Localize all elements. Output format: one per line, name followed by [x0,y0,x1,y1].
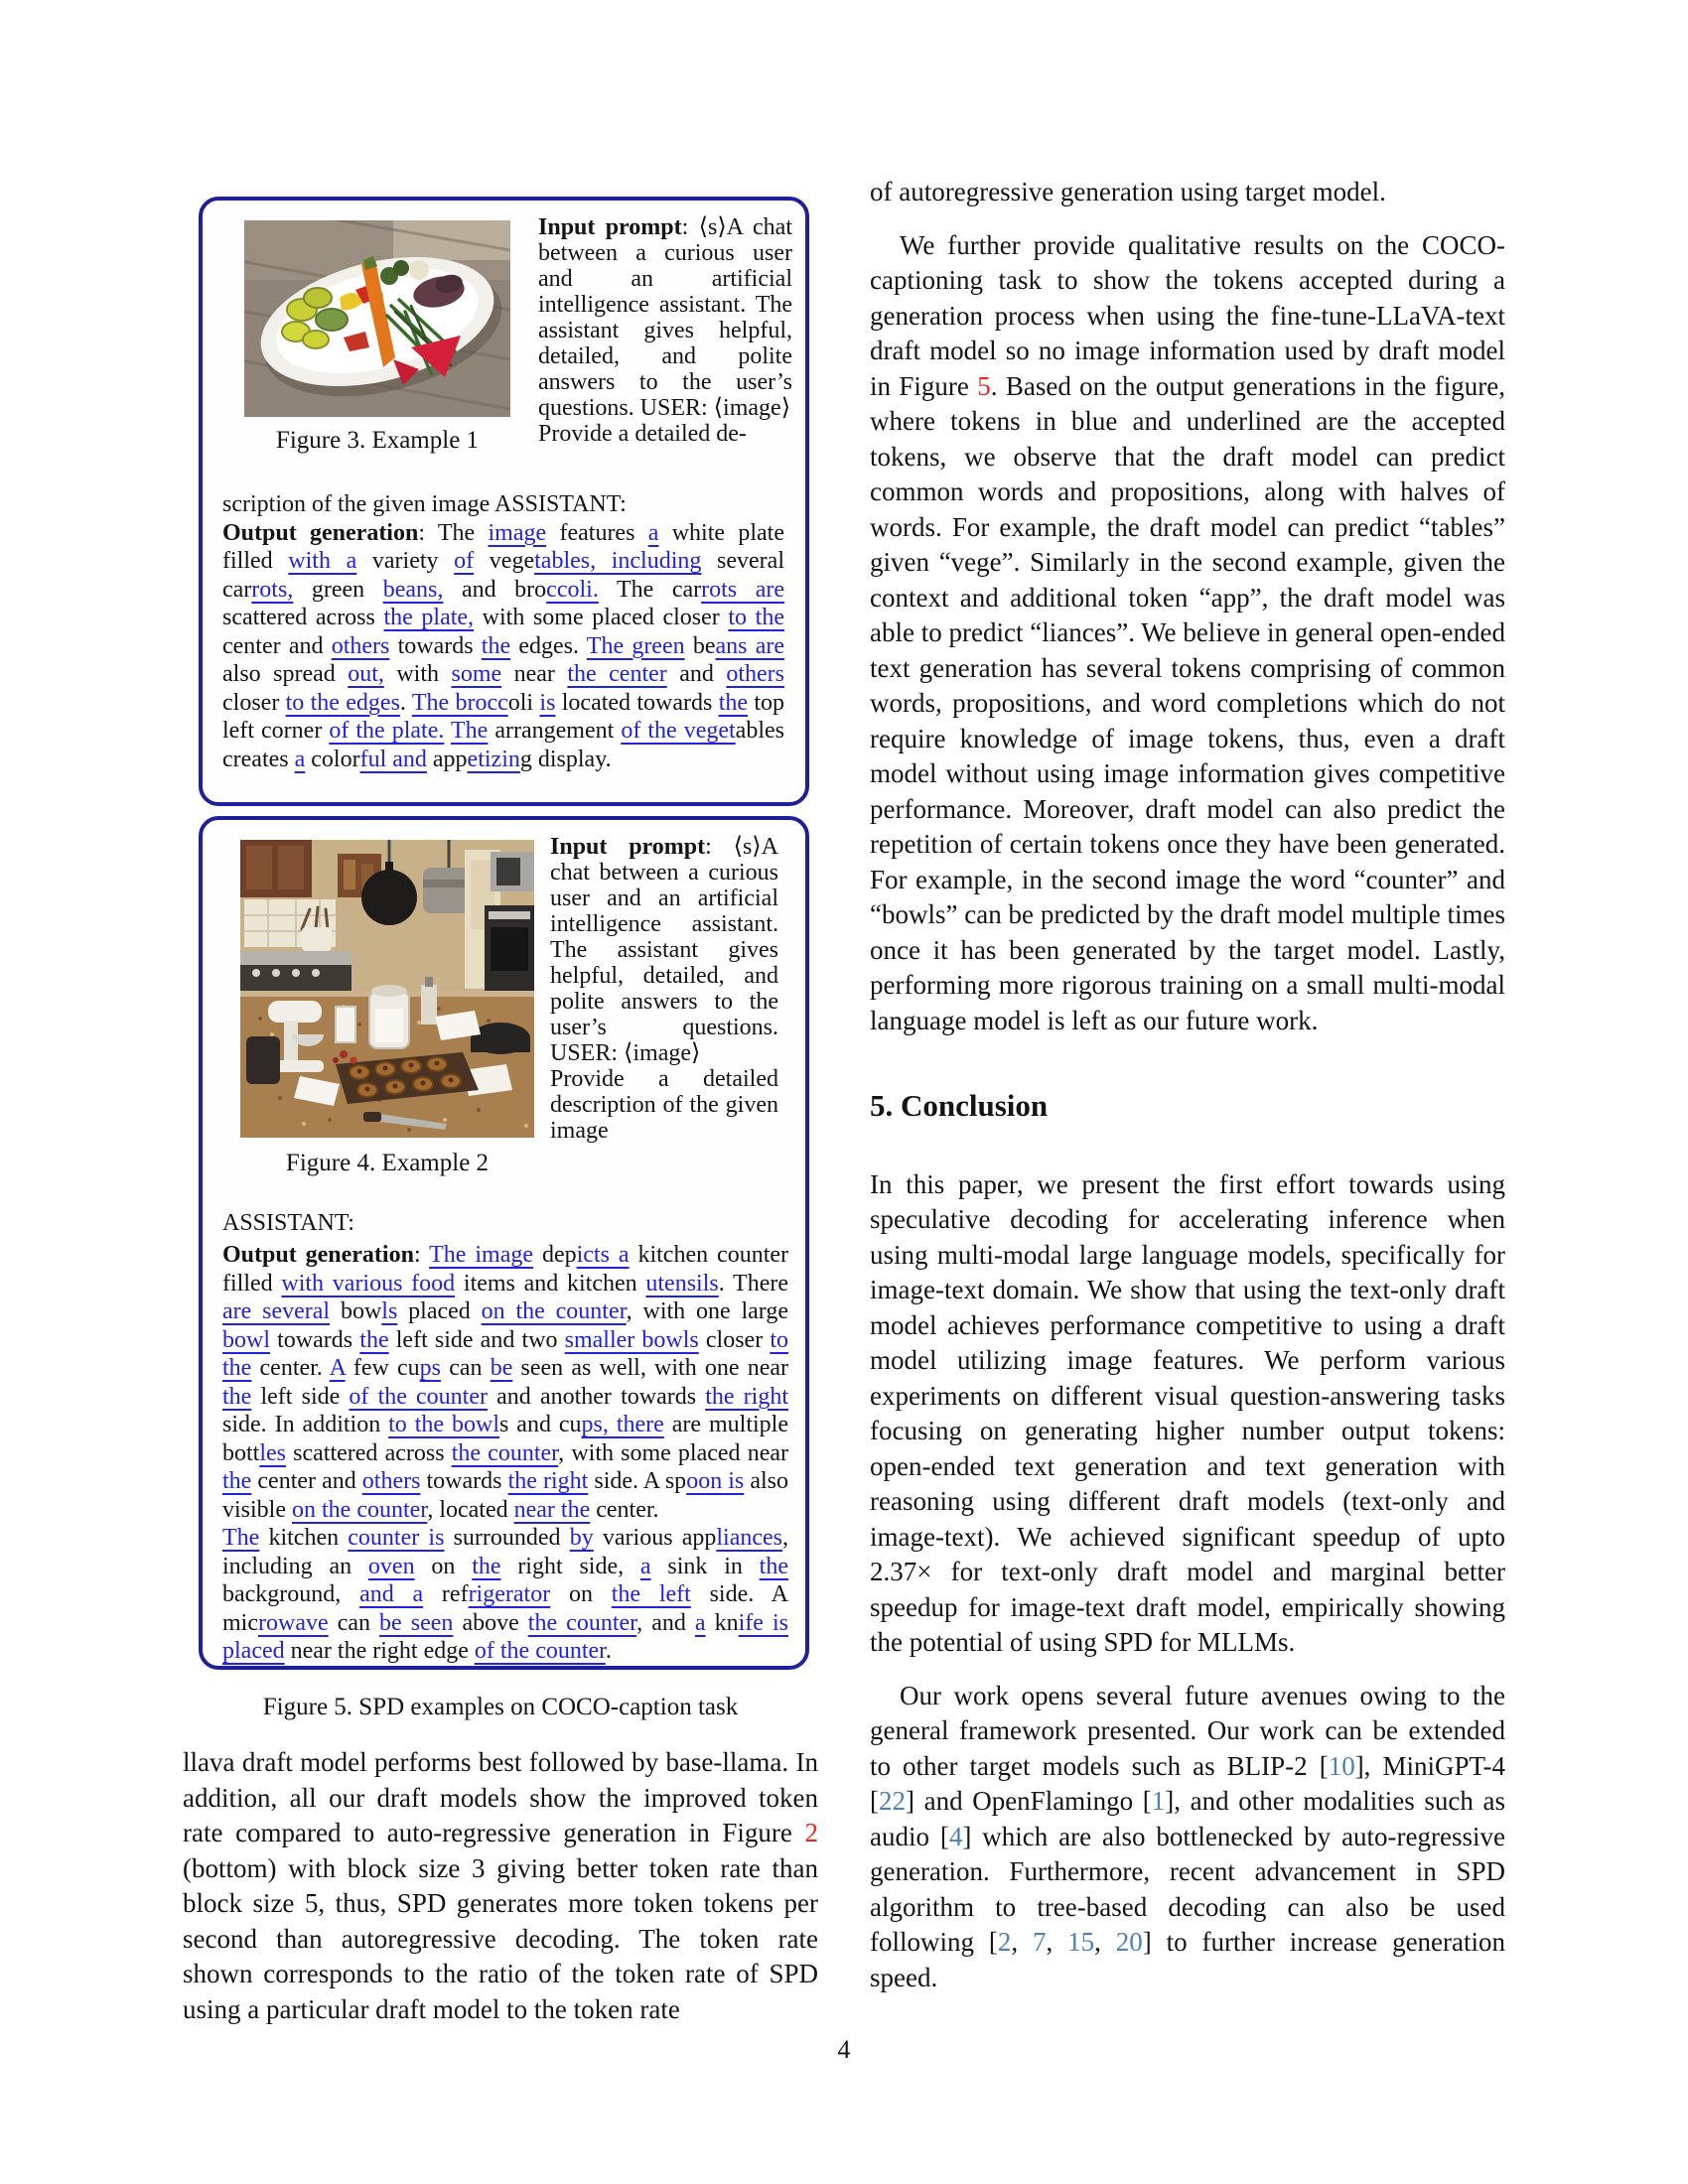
text-segment: arrangement [488,718,622,744]
text-segment: We further provide qualitative results on the COCO-captioning task to show the tokens accepted during a generation process when using the fine-tune-LLaVA-text draft model so no image information used by draft model in Figure [870,229,1505,401]
text-segment: Provide a detailed description of the given image [550,1066,778,1144]
citation-link[interactable]: 1 [1151,1786,1166,1816]
citation-link[interactable]: 22 [879,1786,906,1816]
text-segment: dep [533,1242,577,1268]
accepted-token: the plate, [383,605,475,630]
text-segment: ables creates [222,718,784,772]
text-segment: kn [705,1609,739,1636]
text-segment: closer [222,689,286,716]
text-segment [444,718,451,744]
page-number: 4 [837,2035,851,2064]
text-segment: s and cu [499,1412,582,1437]
text-segment: : The [418,519,489,546]
figure3-caption: Figure 3. Example 1 [275,427,480,454]
text-segment: on [414,1553,473,1579]
text-segment: few cu [345,1355,420,1381]
text-segment: ] to further increase generation speed. [870,1927,1506,1992]
bold-label: Input prompt [538,214,682,240]
text-segment: Our work opens several future avenues owing to the general framework presented. Our work can be extended to other target models such as BLIP-2 [ [870,1680,1505,1781]
accepted-token: smaller bowls [564,1326,699,1353]
accepted-token: the [222,1468,252,1494]
text-segment: left side and two [388,1326,565,1353]
text-segment: oli [507,689,540,716]
accepted-token: on the counter [481,1298,627,1324]
accepted-token: a [294,746,306,772]
accepted-token: the [718,689,749,716]
text-segment: kitchen [259,1525,349,1551]
conclusion-paragraph-1: In this paper, we present the first effort towards using speculative decoding for accelerating inference when using multi-modal large language models, specifically for image-text domain. We show that using the text-only draft model achieves performance competitive to using a draft model utilizing image features. We perform various experiments on different visual question-answering tasks focusing on generating higher number output tokens: open-ended text generation and text generation with reasoning using different draft models (text-only and image-text). We achieved significant speedup of upto 2.37× for text-only draft model and marginal better speedup for image-text draft model, empirically showing the potential of using SPD for MLLMs. [870,1168,1505,1657]
text-segment: also spread [222,661,349,687]
accepted-token: the [359,1326,389,1353]
text-segment: green [293,576,383,603]
text-segment: . There [718,1270,788,1297]
text-segment: various app [593,1525,717,1551]
accepted-token: A [329,1355,346,1381]
text-segment: features [546,519,648,546]
accepted-token: the counter [451,1439,559,1466]
accepted-token: the left [611,1581,691,1607]
text-segment: towards [270,1326,360,1353]
text-segment: . [605,1638,612,1664]
text-segment: bow [330,1298,382,1324]
accepted-token: to the edges [285,689,400,716]
accepted-token: others [726,661,785,687]
accepted-token: rots, [251,576,294,603]
accepted-token: is [539,689,556,716]
text-segment: edges. [510,632,587,659]
accepted-token: of [454,548,475,574]
text-segment: . [399,689,412,716]
text-segment: variety [356,548,455,574]
text-segment: placed [397,1298,482,1324]
text-segment: center and [251,1468,362,1494]
text-segment: and bro [443,576,547,603]
text-segment: ], and other modalities such as audio [ [870,1786,1505,1851]
text-segment: , located [427,1496,514,1523]
accepted-token: tables, including [534,548,702,574]
accepted-token: others [361,1468,421,1494]
figure4-panel [199,816,809,1670]
text-segment: : ⟨s⟩A chat between a curious user and an artificial intelligence assistant. The assistant gives helpful, detailed, and polite answers to the user’s questions. USER: ⟨image⟩ [538,214,792,421]
figure3-panel [199,197,809,806]
text-segment: scattered across [286,1439,452,1466]
text-segment: The car [598,576,702,603]
text-segment: can [328,1609,380,1636]
conclusion-paragraph-2 [870,1679,1505,1996]
accepted-token: with various food [281,1270,456,1297]
right-column [870,175,1505,1995]
text-segment: , and [636,1609,695,1636]
section-heading-conclusion: 5. Conclusion [870,1088,1049,1123]
text-segment: kitchen counter filled [222,1242,789,1297]
text-segment: items and kitchen [455,1270,646,1297]
accepted-token: utensils [645,1270,719,1297]
text-segment: and [666,661,727,687]
accepted-token: oon is [686,1468,745,1494]
accepted-token: image [488,519,547,546]
text-segment: towards [420,1468,508,1494]
accepted-token: liances [716,1525,783,1551]
text-segment: center. [590,1496,659,1523]
accepted-token: be seen [379,1609,454,1636]
accepted-token: on the counter [292,1496,428,1523]
text-segment: side. A sp [588,1468,687,1494]
accepted-token: a [647,519,659,546]
text-segment: sink in [650,1553,760,1579]
text-segment: ref [423,1581,469,1607]
text-segment: scattered across [222,605,384,630]
accepted-token: The [222,1525,260,1551]
accepted-token: near the [513,1496,591,1523]
bold-label: Output generation [222,519,419,546]
text-segment: top left corner [222,689,785,744]
accepted-token: les [259,1439,287,1466]
accepted-token: rots are [701,576,784,603]
text-segment: surrounded [444,1525,570,1551]
text-segment: , including an [222,1525,789,1579]
accepted-token: the right [507,1468,589,1494]
accepted-token: The [450,718,489,744]
accepted-token: ps [419,1355,442,1381]
figure3-photo-vegetable-plate [244,220,510,417]
citation-link[interactable]: 15 [1067,1927,1095,1957]
text-segment: : ⟨s⟩A chat between a curious user and an artificial intelligence assistant. The assistant gives helpful, detailed, and polite answers to the user’s questions. USER: ⟨image⟩ [550,834,778,1066]
figure-ref[interactable]: 2 [804,1818,818,1847]
figure4-assistant-label: ASSISTANT: [222,1210,354,1236]
accepted-token: to the [728,605,784,630]
figure3-output-generation [222,490,784,773]
text-segment: g display. [519,746,612,772]
text-segment: center and [222,632,332,659]
text-segment: color [305,746,360,772]
accepted-token: of the counter [349,1383,488,1410]
text-segment: ], MiniGPT-4 [ [870,1750,1505,1816]
text-segment: side. A mic [222,1581,789,1636]
citation-link[interactable]: 7 [1032,1927,1047,1957]
figure3-input-prompt [538,214,792,447]
citation-link[interactable]: 10 [1328,1750,1355,1781]
accepted-token: counter is [348,1525,445,1551]
text-segment: near [501,661,568,687]
accepted-token: the right [705,1383,788,1410]
accepted-token: etizin [467,746,520,772]
text-segment: closer [698,1326,771,1353]
text-segment: vege [474,548,535,574]
accepted-token: the [759,1553,788,1579]
text-segment: ] and OpenFlamingo [ [906,1786,1152,1816]
accepted-token: The image [429,1242,534,1268]
accepted-token: of the veget [621,718,736,744]
right-paragraph-qualitative-results [870,228,1505,1039]
citation-link[interactable]: 20 [1115,1927,1143,1957]
accepted-token: are several [222,1298,331,1324]
figure-ref[interactable]: 5 [977,370,991,401]
text-segment: with some placed closer [474,605,729,630]
accepted-token: out, [348,661,384,687]
text-segment: right side, [500,1553,640,1579]
figure5-caption: Figure 5. SPD examples on COCO-caption task [262,1694,739,1720]
text-segment: be [684,632,716,659]
accepted-token: rowave [258,1609,329,1636]
accepted-token: others [331,632,390,659]
accepted-token: bowl [222,1326,270,1353]
accepted-token: be [490,1355,513,1381]
accepted-token: oven [367,1553,415,1579]
text-segment: app [426,746,468,772]
accepted-token: to the bowl [388,1412,500,1437]
accepted-token: ccoli. [546,576,599,603]
text-segment: several car [222,548,784,603]
text-segment: left side [251,1383,350,1410]
accepted-token: by [569,1525,594,1551]
accepted-token: the [481,632,511,659]
text-segment: , with one large [626,1298,789,1324]
text-segment: . Based on the output generations in the figure, where tokens in blue and underlined are the accepted tokens, we observe that the draft model can predict common words and propositions, along with halves of words. For example, the draft model can predict “tables” given “vege”. Similarly in the second example, given the context and additional token “app”, the draft model was able to predict “liances”. We believe in general open-ended text generation has several tokens comprising of common words, propositions, and word completions which do not require knowledge of image tokens, thus, even a draft model without using image information gives competitive performance. Moreover, draft model can also predict the repetition of certain tokens once they have been generated. For example, in the second image the word “counter” and “bowls” can be predicted by the draft model multiple times once it has been generated by the target model. Lastly, performing more rigorous training on a small multi-modal language model is left as our future work. [870,370,1505,1035]
accepted-token: the counter [527,1609,637,1636]
text-segment: llava draft model performs best followed by base-llama. In addition, all our draft models show the improved token rate compared to auto-regressive generation in Figure [183,1747,818,1847]
text-segment: also visible [222,1468,788,1523]
accepted-token: ful and [359,746,427,772]
accepted-token: ans are [715,632,784,659]
accepted-token: with a [288,548,357,574]
text-segment: side. In addition [222,1412,389,1437]
accepted-token: of the plate. [329,718,445,744]
text-segment: are multiple bott [222,1412,788,1466]
text-segment: , [1011,1927,1033,1957]
text-segment: : [413,1242,430,1268]
accepted-token: beans, [382,576,444,603]
accepted-token: and a [359,1581,424,1607]
text-segment: and another towards [488,1383,706,1410]
figure4-photo-kitchen-counter [240,840,534,1138]
text-segment: , [1046,1927,1068,1957]
accepted-token: the [222,1383,252,1410]
text-segment: center. [251,1355,330,1381]
accepted-token: to the [222,1326,789,1381]
text-segment: seen as well, with one near [512,1355,788,1381]
text-segment: Provide a detailed de- [538,421,747,447]
accepted-token: ls [381,1298,398,1324]
accepted-token: The green [586,632,685,659]
accepted-token: ife is placed [222,1609,788,1664]
figure4-output-generation [222,1241,788,1666]
citation-link[interactable]: 4 [948,1821,963,1851]
bold-label: Output generation [222,1242,414,1268]
accepted-token: ps, there [581,1412,664,1437]
text-segment: with [383,661,452,687]
text-segment: scription of the given image ASSISTANT: [222,491,627,517]
accepted-token: a [694,1609,706,1636]
accepted-token: the center [567,661,667,687]
text-segment: , [1094,1927,1116,1957]
figure4-caption: Figure 4. Example 2 [285,1150,490,1176]
text-segment: (bottom) with block size 3 giving better token rate than block size 5, thus, SPD generates more token tokens per second than autoregressive decoding. The token rate shown corresponds to the ratio of the token rate of SPD using a particular draft model to the token rate [183,1852,818,2024]
text-segment: near the right edge [284,1638,475,1664]
text-segment: above [453,1609,528,1636]
accepted-token: some [451,661,502,687]
right-paragraph-carryover: of autoregressive generation using target model. [870,177,1386,206]
text-segment: background, [222,1581,360,1607]
text-segment: located towards [555,689,719,716]
text-segment: can [441,1355,491,1381]
citation-link[interactable]: 2 [997,1927,1012,1957]
text-segment: ] which are also bottlenecked by auto-regressive generation. Furthermore, recent advancement in SPD algorithm to tree-based decoding can also be used following [ [870,1821,1505,1957]
text-segment: towards [389,632,482,659]
text-segment: on [550,1581,612,1607]
left-column-body-paragraph [183,1745,818,2027]
accepted-token: icts a [576,1242,630,1268]
text-segment: , with some placed near [558,1439,788,1466]
accepted-token: the [472,1553,501,1579]
accepted-token: The brocc [411,689,508,716]
text-segment: white plate filled [222,519,785,574]
accepted-token: of the counter [474,1638,606,1664]
accepted-token: a [639,1553,651,1579]
figure4-input-prompt [550,834,778,1144]
bold-label: Input prompt [550,834,706,860]
accepted-token: rigerator [468,1581,551,1607]
